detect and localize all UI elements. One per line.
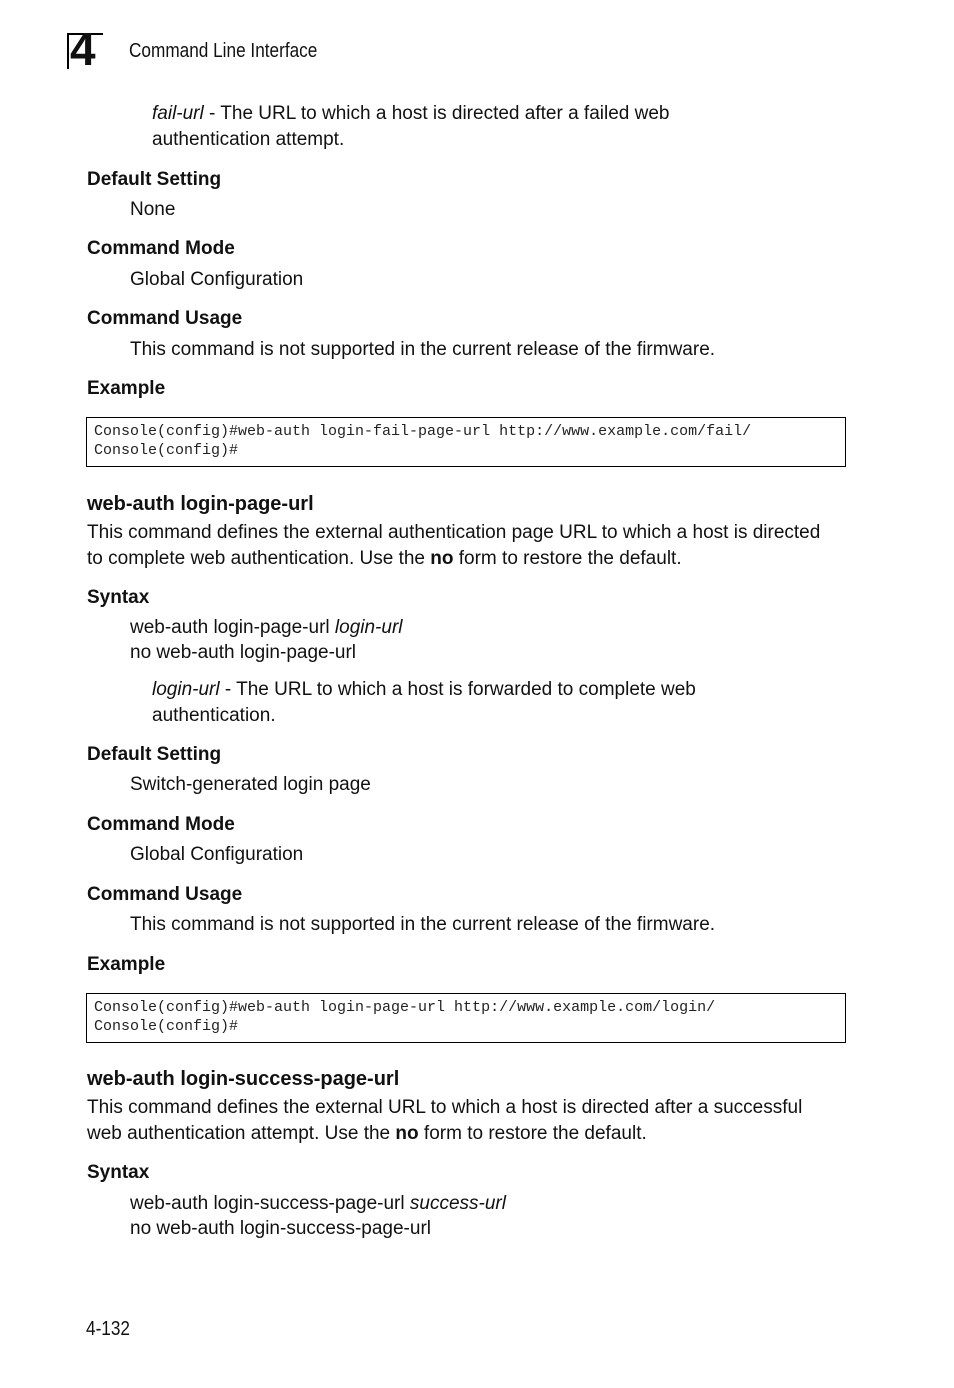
command-usage-heading: Command Usage [87,308,243,329]
command-mode-heading: Command Mode [87,814,235,835]
syntax-heading: Syntax [87,587,150,608]
command-title-login-success-page-url: web-auth login-success-page-url [87,1068,400,1090]
description-text-end: form to restore the default. [453,548,682,569]
example-code-block: Console(config)#web-auth login-page-url http://www.example.com/login/ Console(config)# [86,993,846,1043]
command-description [87,1095,827,1147]
command-usage-value: This command is not supported in the current release of the firmware. [130,914,716,935]
syntax-command: web-auth login-page-url [130,617,335,638]
command-mode-value: Global Configuration [130,844,304,865]
example-heading: Example [87,954,166,975]
description-keyword: no [430,548,454,569]
syntax-heading: Syntax [87,1162,150,1183]
description-text: This command defines the external authentication page URL to which a host is directed to complete web authentication. Use the [87,522,821,569]
command-description [87,520,827,572]
syntax-argument: login-url [334,617,403,638]
chapter-number: 4 [70,23,96,75]
command-mode-heading: Command Mode [87,238,235,259]
default-setting-value: Switch-generated login page [130,774,371,795]
default-setting-heading: Default Setting [87,169,222,190]
syntax-line [130,615,403,641]
syntax-no-form: no web-auth login-page-url [130,642,357,663]
default-setting-heading: Default Setting [87,744,222,765]
syntax-command: web-auth login-success-page-url [130,1193,410,1214]
param-text: - The URL to which a host is forwarded to complete web authentication. [152,679,696,726]
command-usage-heading: Command Usage [87,884,243,905]
param-text: - The URL to which a host is directed after a failed web authentication attempt. [152,103,670,150]
example-code-block: Console(config)#web-auth login-fail-page-url http://www.example.com/fail/ Console(config)# [86,417,846,467]
description-text-end: form to restore the default. [418,1123,647,1144]
page-number: 4-132 [86,1318,130,1340]
syntax-line [130,1191,506,1217]
syntax-argument: success-url [409,1193,506,1214]
command-title-login-page-url: web-auth login-page-url [87,493,314,515]
command-usage-value: This command is not supported in the current release of the firmware. [130,339,716,360]
syntax-no-form: no web-auth login-success-page-url [130,1218,431,1239]
param-name: fail-url [152,103,204,124]
param-description-fail-url [152,101,772,153]
description-keyword: no [395,1123,419,1144]
example-heading: Example [87,378,166,399]
command-mode-value: Global Configuration [130,269,304,290]
param-name: login-url [152,679,220,700]
running-header-title: Command Line Interface [129,40,318,62]
default-setting-value: None [130,199,176,220]
param-description-login-url [152,677,772,729]
description-text: This command defines the external URL to which a host is directed after a successful web authentication attempt. Use the [87,1097,803,1144]
